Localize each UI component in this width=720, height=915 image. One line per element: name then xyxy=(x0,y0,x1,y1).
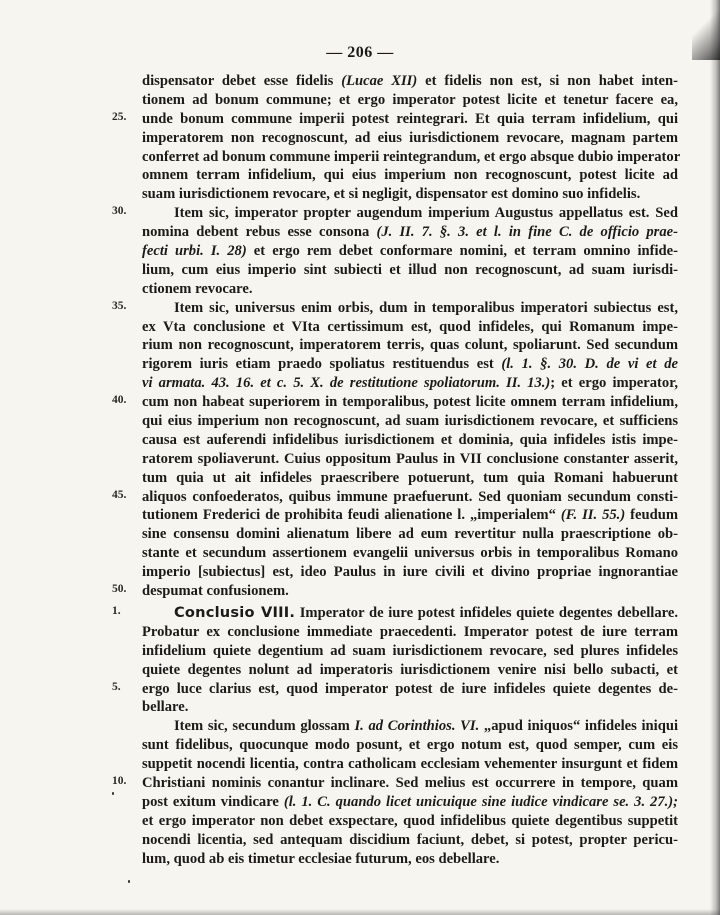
text-run: Item sic, imperator propter augendum imperium Augustus appellatus est. Sed xyxy=(174,205,678,222)
text-line xyxy=(142,374,678,393)
text-line xyxy=(142,525,678,544)
text-line xyxy=(142,544,678,563)
text-line xyxy=(142,850,678,869)
citation-reference: I. ad Corinthios. VI. xyxy=(354,718,480,735)
text-line xyxy=(142,299,678,318)
text-block-upper xyxy=(142,72,681,601)
text-run: feudum xyxy=(625,507,678,524)
text-run: qui eius imperium non recognoscunt, ad suam iurisdictionem revocare, et sufficiens xyxy=(142,413,678,430)
text-line xyxy=(142,166,678,185)
page-bottom-shadow xyxy=(0,909,720,915)
text-line xyxy=(142,793,678,812)
text-run: tutionem Frederici de prohibita feudi alienatione l. „imperialem“ xyxy=(142,507,561,524)
text-run: tionem ad bonum commune; et ergo imperator potest licite et tenetur facere ea, xyxy=(142,91,678,108)
text-line xyxy=(142,642,678,661)
text-run: ratorem spoliaverunt. Cuius oppositum Paulus in VII conclusione constanter asserit, xyxy=(142,450,678,467)
text-run: post exitum vindicare xyxy=(142,793,284,810)
text-run: suppetit nocendi licentia, contra catholicam ecclesiam vehementer insurgunt et fidem xyxy=(142,756,678,773)
text-run: ex Vta conclusione et VIta certissimum est, quod infideles, qui Romanum impe- xyxy=(142,318,678,335)
line-number: 50. xyxy=(112,583,127,596)
text-run: rigorem iuris etiam praedo spoliatus restituendus est xyxy=(142,356,502,373)
text-run: ergo luce clarius est, quod imperator potest de iure infideles quiete degentes de- xyxy=(142,680,678,697)
scan-speck xyxy=(112,792,114,795)
text-run: Imperator de iure potest infideles quiete degentes debellare. xyxy=(295,605,678,621)
conclusion-heading: Conclusio VIII. xyxy=(174,604,296,621)
text-line xyxy=(142,336,678,355)
text-line xyxy=(142,563,678,582)
text-line xyxy=(142,736,678,755)
line-number: 45. xyxy=(112,488,127,501)
text-line xyxy=(142,698,678,717)
text-line xyxy=(142,280,678,299)
text-run: nomina debent rebus esse consona xyxy=(142,224,377,241)
line-number: 10. xyxy=(112,775,127,788)
citation-reference: (l. 1. C. quando licet unicuique sine iudice vindicare se. 3. 27.); xyxy=(283,793,679,810)
text-run: cum non habeat superiorem in temporalibus, potest licite omnem terram infidelium, xyxy=(142,394,678,411)
text-run: et ergo imperator non debet exspectare, quod infidelibus quiete degentibus suppetit xyxy=(142,812,678,829)
text-line xyxy=(142,831,678,850)
text-run: et fidelis non est, si non habet inten- xyxy=(417,73,678,89)
text-line xyxy=(142,318,678,337)
text-run: quiete degentes nolunt ad imperatoris iurisdictionem venire nisi bello subacti, et xyxy=(142,661,678,678)
text-run: sine consensu domini alienatum libere ad eum revertitur nulla praescriptione ob- xyxy=(142,526,678,543)
text-run: suam iurisdictionem revocare, et si negligit, dispensator est domino suo infidelis. xyxy=(142,186,641,203)
text-line xyxy=(142,506,678,525)
text-line xyxy=(142,72,678,91)
text-run: ; et ergo imperator, xyxy=(550,375,679,392)
text-line xyxy=(142,223,678,242)
text-run: stante et secundum assertionem evangelii universus orbis in temporalibus Romano xyxy=(142,545,678,562)
text-run: infidelium quiete degentium ad suam iurisdictionem revocare, sed plures infideles xyxy=(142,642,678,659)
line-number: 40. xyxy=(112,394,127,407)
text-run: despumat confusionem. xyxy=(142,583,289,600)
text-line xyxy=(142,91,678,110)
text-run: nocendi licentia, sed antequam discidium faciunt, debet, si potest, propter pericu- xyxy=(142,831,678,848)
text-line xyxy=(142,680,678,699)
text-run: „apud iniquos“ infideles iniqui xyxy=(479,718,679,735)
text-run: Item sic, universus enim orbis, dum in temporalibus imperatori subiectus est, xyxy=(174,299,678,316)
text-run: rium non recognoscunt, imperatorem terris, quas colunt, spoliarunt. Sed secundum xyxy=(142,337,678,354)
text-line xyxy=(142,488,678,507)
citation-reference: (Lucae XII) xyxy=(341,73,418,89)
text-run: Christiani nominis conantur inclinare. Sed melius est occurrere in tempore, quam xyxy=(142,775,678,792)
text-line xyxy=(142,204,678,223)
text-run: sunt fidelibus, quocunque modo posunt, et ergo notum est, quod semper, cum eis xyxy=(142,737,678,754)
text-line xyxy=(142,717,678,736)
page-number: — 206 — xyxy=(326,44,394,61)
citation-reference: vi armata. 43. 16. et c. 5. X. de restitutione spoliatorum. II. 13.) xyxy=(142,375,551,392)
text-line xyxy=(142,412,678,431)
text-line xyxy=(142,450,678,469)
text-line xyxy=(142,129,678,148)
text-line xyxy=(142,623,678,642)
text-run: unde bonum commune imperii potest reintegrari. Et quia terram infidelium, qui xyxy=(142,110,678,127)
line-number: 35. xyxy=(112,299,127,312)
text-run: imperio [subiectus] est, ideo Paulus in iure civili et divino propriae ingnorantiae xyxy=(142,564,678,581)
text-line xyxy=(142,431,678,450)
text-line xyxy=(142,110,678,129)
line-number: 1. xyxy=(112,605,121,617)
scan-speck xyxy=(128,880,130,883)
text-run: Item sic, secundum glossam xyxy=(174,718,355,735)
text-line xyxy=(142,355,678,374)
text-run: bellare. xyxy=(142,699,189,716)
text-run: causa est auferendi infidelibus iurisdictionem et dominia, quia infideles istis impe- xyxy=(142,431,678,448)
text-line xyxy=(142,755,678,774)
text-run: lium, cum eius imperio sint subiecti et illud non recognoscunt, ad suam iurisdi- xyxy=(142,261,678,278)
line-number: 25. xyxy=(112,110,127,123)
text-run: tum quia ut ait infideles praescribere potuerunt, tum quia Romani habuerunt xyxy=(142,469,678,486)
text-line xyxy=(142,774,678,793)
text-line xyxy=(142,582,678,601)
text-run: ctionem revocare. xyxy=(142,280,253,297)
text-line xyxy=(142,469,678,488)
page-corner-shadow xyxy=(692,0,720,60)
text-run: et ergo rem debet conformare nomini, et terram omnino infide- xyxy=(246,243,678,260)
text-run: omnem terram infidelium, qui eius imperium non recognoscunt, potest licite ad xyxy=(142,167,678,184)
citation-reference: (J. II. 7. §. 3. et l. in fine C. de officio prae- xyxy=(376,224,678,241)
text-line xyxy=(142,604,678,623)
text-run: imperatorem non recognoscunt, ad eius iurisdictionem revocare, magnam partem xyxy=(142,129,678,146)
citation-reference: fecti urbi. I. 28) xyxy=(142,243,247,260)
text-run: Probatur ex conclusione immediate praecedenti. Imperator potest de iure terram xyxy=(142,623,678,640)
text-line xyxy=(142,661,678,680)
text-line xyxy=(142,242,678,261)
text-run: lum, quod ab eis timetur ecclesiae futurum, eos debellare. xyxy=(142,850,500,867)
text-line xyxy=(142,148,681,167)
text-line xyxy=(142,185,678,204)
text-line xyxy=(142,393,678,412)
text-line xyxy=(142,261,678,280)
text-block-lower xyxy=(142,604,678,868)
text-run: dispensator debet esse fidelis xyxy=(142,73,342,89)
text-run: aliquos confoederatos, quibus immune praefuerunt. Sed quoniam secundum consti- xyxy=(142,488,678,505)
line-number: 30. xyxy=(112,205,127,218)
page-edge-shadow xyxy=(710,0,720,915)
line-number: 5. xyxy=(112,680,121,693)
citation-reference: (F. II. 55.) xyxy=(560,507,626,524)
text-line xyxy=(142,812,678,831)
text-run: conferret ad bonum commune imperii reintegrandum, et ergo absque dubio imperator xyxy=(142,148,681,165)
citation-reference: (l. 1. §. 30. D. de vi et de xyxy=(501,356,678,373)
